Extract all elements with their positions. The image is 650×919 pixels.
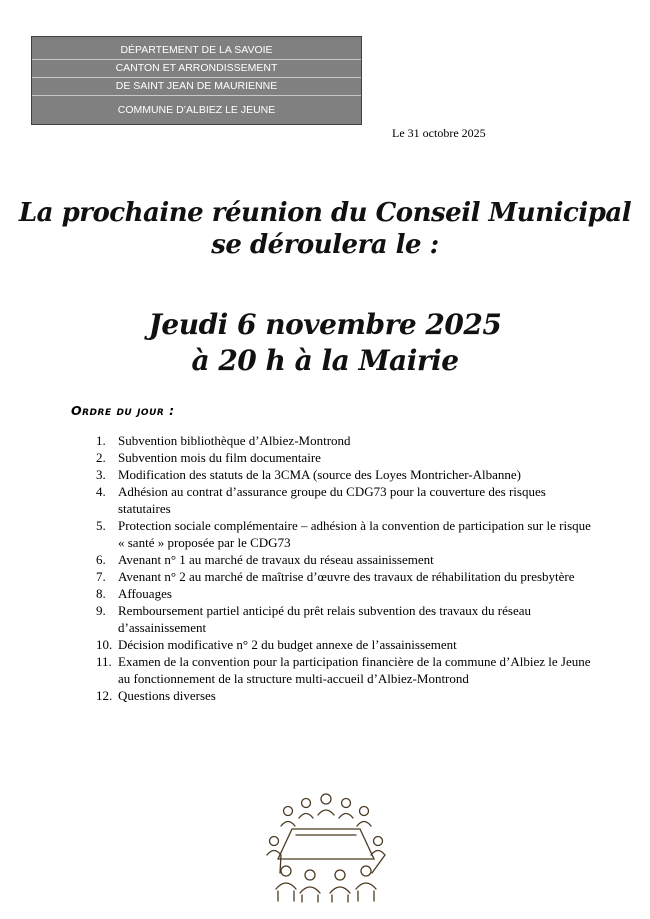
- agenda-item: [0, 636, 650, 653]
- agenda-item-text: Questions diverses: [118, 688, 216, 703]
- agenda-item: [0, 687, 650, 704]
- agenda-item-number: 10.: [96, 637, 113, 652]
- agenda-item-text: Protection sociale complémentaire – adhésion à la convention de participation sur le risque « santé » proposée par le CDG73: [118, 518, 591, 550]
- agenda-item: [0, 585, 650, 602]
- agenda-item-number: 5.: [96, 518, 106, 533]
- headline-meeting-date: [0, 307, 650, 379]
- meeting-day: Jeudi 6 novembre 2025: [148, 308, 502, 341]
- headline-line-1: La prochaine réunion du Conseil Municipal: [18, 198, 632, 228]
- agenda-item: [0, 653, 650, 687]
- agenda-item-text: Avenant n° 2 au marché de maîtrise d’œuvre des travaux de réhabilitation du presbytère: [118, 569, 575, 584]
- agenda-item-text: Affouages: [118, 586, 172, 601]
- agenda-item-number: 7.: [96, 569, 106, 584]
- document-date: Le 31 octobre 2025: [392, 126, 486, 140]
- header-line-arrondissement: DE SAINT JEAN DE MAURIENNE: [115, 80, 278, 92]
- agenda-item-text: Examen de la convention pour la participation financière de la commune d’Albiez le Jeune au fonctionnement de la structure multi-accueil d’Albiez-Montrond: [118, 654, 591, 686]
- agenda-item-text: Subvention bibliothèque d’Albiez-Montrond: [118, 433, 351, 448]
- agenda-item: [0, 568, 650, 585]
- agenda-item: [0, 466, 650, 483]
- header-line-commune: COMMUNE D’ALBIEZ LE JEUNE: [117, 104, 276, 116]
- agenda-item-number: 1.: [96, 433, 106, 448]
- headline-announcement: [0, 197, 650, 261]
- header-box: [31, 36, 362, 125]
- agenda-item-text: Adhésion au contrat d’assurance groupe du CDG73 pour la couverture des risques statutaires: [118, 484, 546, 516]
- header-separator: [32, 95, 361, 96]
- agenda-item: [0, 449, 650, 466]
- agenda-item-text: Décision modificative n° 2 du budget annexe de l’assainissement: [118, 637, 457, 652]
- agenda-item: [0, 602, 650, 636]
- agenda-item-text: Remboursement partiel anticipé du prêt relais subvention des travaux du réseau d’assainissement: [118, 603, 531, 635]
- agenda-item-number: 6.: [96, 552, 106, 567]
- agenda-item-text: Avenant n° 1 au marché de travaux du réseau assainissement: [118, 552, 434, 567]
- agenda-item-number: 2.: [96, 450, 106, 465]
- headline-line-2: se déroulera le :: [211, 230, 439, 260]
- agenda-item: [0, 483, 650, 517]
- agenda-item-number: 8.: [96, 586, 106, 601]
- agenda-item-number: 3.: [96, 467, 106, 482]
- agenda-item-number: 9.: [96, 603, 106, 618]
- agenda-item: [0, 517, 650, 551]
- agenda-list: [0, 432, 650, 704]
- header-line-canton: CANTON ET ARRONDISSEMENT: [115, 62, 278, 74]
- header-line-department: DÉPARTEMENT DE LA SAVOIE: [120, 44, 273, 56]
- meeting-time-place: à 20 h à la Mairie: [191, 344, 459, 377]
- agenda-item-text: Modification des statuts de la 3CMA (source des Loyes Montricher-Albanne): [118, 467, 522, 482]
- council-meeting-illustration: [262, 785, 390, 903]
- header-separator: [32, 59, 361, 60]
- agenda-item: [0, 432, 650, 449]
- agenda-item-number: 4.: [96, 484, 106, 499]
- agenda-item: [0, 551, 650, 568]
- agenda-item-text: Subvention mois du film documentaire: [118, 450, 321, 465]
- agenda-item-number: 11.: [96, 654, 112, 669]
- header-separator: [32, 77, 361, 78]
- agenda-item-number: 12.: [96, 688, 113, 703]
- agenda-title: Ordre du jour :: [71, 403, 175, 418]
